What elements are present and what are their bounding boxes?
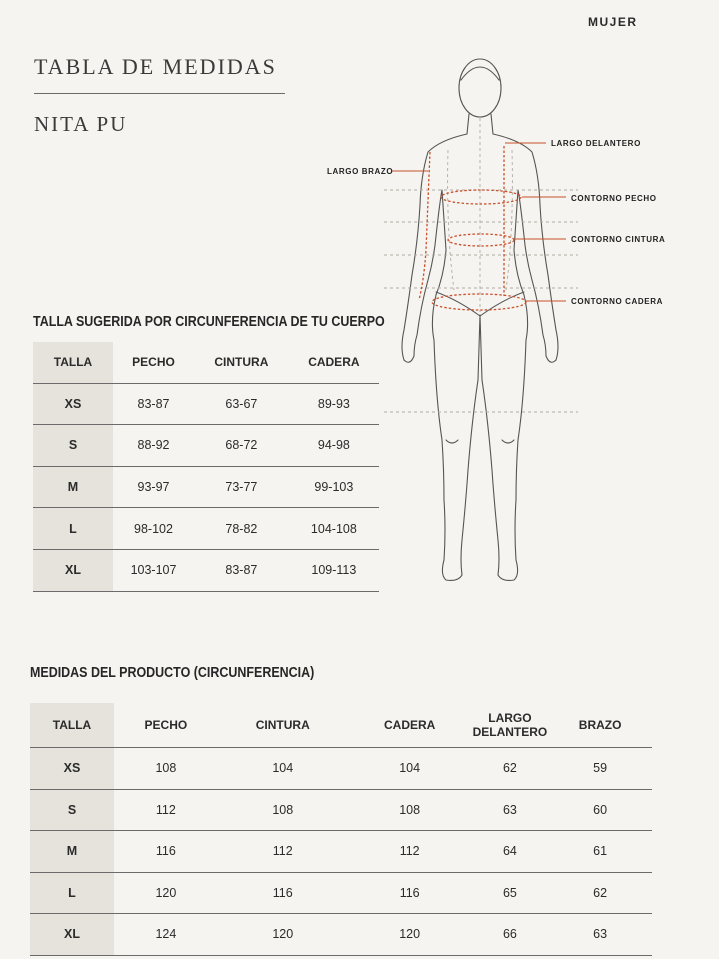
gender-badge: MUJER bbox=[588, 15, 638, 29]
column-header: TALLA bbox=[33, 342, 113, 383]
column-header: PECHO bbox=[113, 342, 194, 383]
table-cell: 116 bbox=[348, 872, 472, 914]
table-cell: 104-108 bbox=[289, 508, 379, 550]
table-cell: 103-107 bbox=[113, 549, 194, 591]
table-cell: 120 bbox=[114, 872, 218, 914]
table-cell: 83-87 bbox=[194, 549, 289, 591]
table-row bbox=[30, 914, 652, 956]
table-cell: 94-98 bbox=[289, 425, 379, 467]
table-cell: 109-113 bbox=[289, 549, 379, 591]
table-cell: 64 bbox=[472, 831, 549, 873]
table-header-row bbox=[33, 342, 379, 383]
table-cell: 65 bbox=[472, 872, 549, 914]
table-cell: 63 bbox=[472, 789, 549, 831]
table-row bbox=[33, 466, 379, 508]
table-cell: 99-103 bbox=[289, 466, 379, 508]
column-header: CADERA bbox=[289, 342, 379, 383]
size-cell: XS bbox=[30, 748, 114, 790]
column-header: CINTURA bbox=[194, 342, 289, 383]
table-cell: 62 bbox=[472, 748, 549, 790]
table-cell: 61 bbox=[548, 831, 652, 873]
table-cell: 108 bbox=[348, 789, 472, 831]
table-cell: 78-82 bbox=[194, 508, 289, 550]
table-cell: 62 bbox=[548, 872, 652, 914]
table-cell: 120 bbox=[218, 914, 348, 956]
size-cell: M bbox=[30, 831, 114, 873]
column-header: BRAZO bbox=[548, 703, 652, 748]
table-cell: 63-67 bbox=[194, 383, 289, 425]
label-largo-delantero: LARGO DELANTERO bbox=[551, 139, 641, 148]
table-cell: 73-77 bbox=[194, 466, 289, 508]
table-cell: 83-87 bbox=[113, 383, 194, 425]
table-row bbox=[33, 425, 379, 467]
size-cell: L bbox=[30, 872, 114, 914]
column-header: PECHO bbox=[114, 703, 218, 748]
table-cell: 112 bbox=[348, 831, 472, 873]
table-cell: 124 bbox=[114, 914, 218, 956]
table-cell: 104 bbox=[348, 748, 472, 790]
size-cell: S bbox=[30, 789, 114, 831]
table-cell: 108 bbox=[114, 748, 218, 790]
column-header: CADERA bbox=[348, 703, 472, 748]
table-row bbox=[33, 549, 379, 591]
column-header: LARGO DELANTERO bbox=[472, 703, 549, 748]
page-title: TABLA DE MEDIDAS bbox=[34, 54, 277, 79]
table-cell: 98-102 bbox=[113, 508, 194, 550]
table-cell: 63 bbox=[548, 914, 652, 956]
table-cell: 89-93 bbox=[289, 383, 379, 425]
table-cell: 112 bbox=[218, 831, 348, 873]
product-size-table bbox=[30, 703, 652, 956]
label-largo-brazo: LARGO BRAZO bbox=[327, 167, 394, 176]
table-header-row bbox=[30, 703, 652, 748]
label-contorno-cintura: CONTORNO CINTURA bbox=[571, 235, 666, 244]
table-cell: 120 bbox=[348, 914, 472, 956]
table-row bbox=[30, 789, 652, 831]
product-table-heading: MEDIDAS DEL PRODUCTO (CIRCUNFERENCIA) bbox=[30, 665, 315, 681]
table-cell: 66 bbox=[472, 914, 549, 956]
label-contorno-pecho: CONTORNO PECHO bbox=[571, 194, 657, 203]
table-cell: 116 bbox=[114, 831, 218, 873]
size-cell: XS bbox=[33, 383, 113, 425]
body-size-table bbox=[33, 342, 379, 592]
table-cell: 93-97 bbox=[113, 466, 194, 508]
table-cell: 104 bbox=[218, 748, 348, 790]
table-cell: 59 bbox=[548, 748, 652, 790]
table-cell: 112 bbox=[114, 789, 218, 831]
column-header: CINTURA bbox=[218, 703, 348, 748]
table-row bbox=[30, 831, 652, 873]
table-cell: 116 bbox=[218, 872, 348, 914]
size-cell: XL bbox=[33, 549, 113, 591]
table-row bbox=[30, 872, 652, 914]
size-cell: S bbox=[33, 425, 113, 467]
table-cell: 108 bbox=[218, 789, 348, 831]
table-cell: 68-72 bbox=[194, 425, 289, 467]
product-name: NITA PU bbox=[34, 112, 128, 136]
size-cell: XL bbox=[30, 914, 114, 956]
body-table-heading: TALLA SUGERIDA POR CIRCUNFERENCIA DE TU CUERPO bbox=[33, 314, 385, 330]
size-cell: L bbox=[33, 508, 113, 550]
table-row bbox=[30, 748, 652, 790]
label-contorno-cadera: CONTORNO CADERA bbox=[571, 297, 663, 306]
table-row bbox=[33, 508, 379, 550]
size-cell: M bbox=[33, 466, 113, 508]
table-cell: 88-92 bbox=[113, 425, 194, 467]
column-header: TALLA bbox=[30, 703, 114, 748]
table-cell: 60 bbox=[548, 789, 652, 831]
table-row bbox=[33, 383, 379, 425]
